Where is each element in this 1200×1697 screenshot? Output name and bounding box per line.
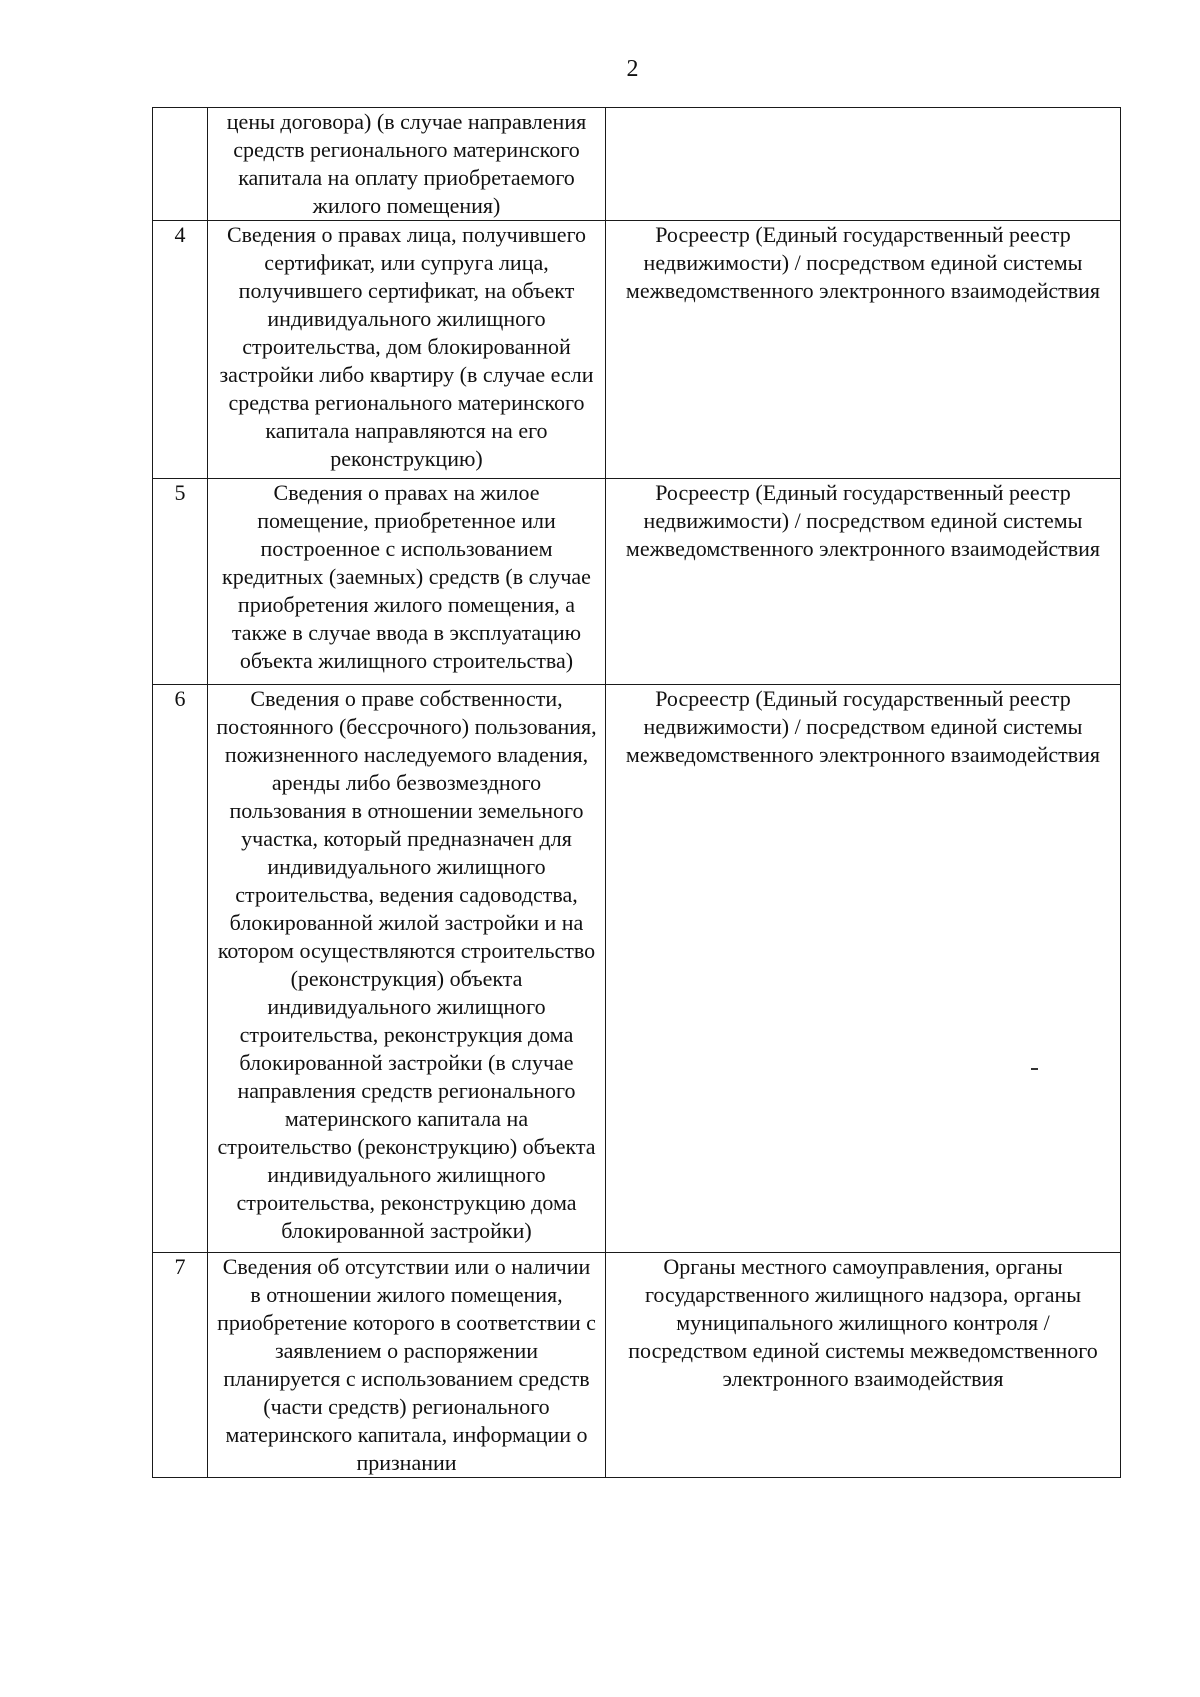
row-source: Росреестр (Единый государственный реестр недвижимости) / посредством единой системы межведомственного электронного взаимодействия	[606, 479, 1121, 685]
scan-mark	[1031, 1068, 1038, 1070]
row-number: 7	[153, 1253, 208, 1478]
row-source	[606, 108, 1121, 221]
row-description: Сведения о праве собственности, постоянного (бессрочного) пользования, пожизненного наследуемого владения, аренды либо безвозмездного пользования в отношении земельного участка, который предназначен для индивидуального жилищного строительства, ведения садоводства, блокированной жилой застройки и на котором осуществляются строительство (реконструкция) объекта индивидуального жилищного строительства, реконструкция дома блокированной застройки (в случае направления средств регионального материнского капитала на строительство (реконструкцию) объекта индивидуального жилищного строительства, реконструкцию дома блокированной застройки)	[208, 685, 606, 1253]
row-source: Органы местного самоуправления, органы государственного жилищного надзора, органы муниципального жилищного контроля / посредством единой системы межведомственного электронного взаимодействия	[606, 1253, 1121, 1478]
table-row	[153, 1253, 1121, 1478]
table-row	[153, 685, 1121, 1253]
row-source: Росреестр (Единый государственный реестр недвижимости) / посредством единой системы межведомственного электронного взаимодействия	[606, 685, 1121, 1253]
row-number: 5	[153, 479, 208, 685]
services-table	[152, 107, 1121, 1478]
row-source: Росреестр (Единый государственный реестр недвижимости) / посредством единой системы межведомственного электронного взаимодействия	[606, 221, 1121, 479]
table-row	[153, 108, 1121, 221]
page-number: 2	[626, 56, 639, 82]
row-description: Сведения об отсутствии или о наличии в отношении жилого помещения, приобретение которого в соответствии с заявлением о распоряжении планируется с использованием средств (части средств) регионального материнского капитала, информации о признании	[208, 1253, 606, 1478]
row-number: 6	[153, 685, 208, 1253]
row-number	[153, 108, 208, 221]
table-row	[153, 479, 1121, 685]
row-number: 4	[153, 221, 208, 479]
row-description: Сведения о правах на жилое помещение, приобретенное или построенное с использованием кредитных (заемных) средств (в случае приобретения жилого помещения, а также в случае ввода в эксплуатацию объекта жилищного строительства)	[208, 479, 606, 685]
row-description: Сведения о правах лица, получившего сертификат, или супруга лица, получившего сертификат, на объект индивидуального жилищного строительства, дом блокированной застройки либо квартиру (в случае если средства регионального материнского капитала направляются на его реконструкцию)	[208, 221, 606, 479]
row-description: цены договора) (в случае направления средств регионального материнского капитала на оплату приобретаемого жилого помещения)	[208, 108, 606, 221]
table-row	[153, 221, 1121, 479]
